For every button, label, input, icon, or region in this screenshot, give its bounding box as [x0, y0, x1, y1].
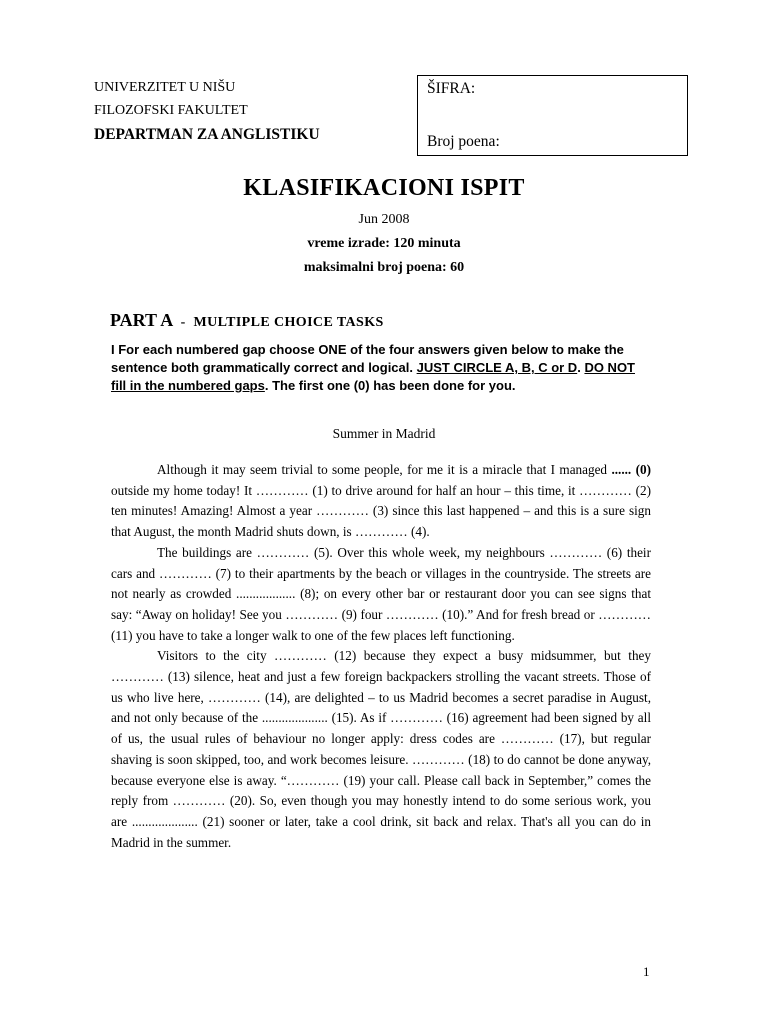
exam-duration: vreme izrade: 120 minuta	[307, 236, 461, 251]
paragraph-1-start: Although it may seem trivial to some people, for me it is a miracle that I managed	[157, 462, 612, 477]
example-gap: ...... (0)	[611, 462, 651, 477]
code-label: ŠIFRA:	[427, 80, 476, 97]
page-number: 1	[643, 964, 650, 979]
exam-date: Jun 2008	[358, 212, 410, 227]
paragraph-1	[111, 460, 651, 543]
points-label: Broj poena:	[427, 133, 500, 150]
exam-title: KLASIFIKACIONI ISPIT	[243, 175, 525, 201]
part-subtitle: MULTIPLE CHOICE TASKS	[193, 315, 384, 330]
paragraph-3: Visitors to the city ………… (12) because they expect a busy midsummer, but they ………… (13) silence, heat and just a few foreign backpackers strolling the vacant streets. Those of us who live here, ………… (14), are delighted – to us Madrid becomes a secret paradise in August, and not only because of the .................... (15). As if ………… (16) agreement had been signed by all of us, the usual rules of behaviour no longer apply: dress codes are ………… (17), but regular shaving is soon skipped, too, and work becomes leisure. ………… (18) to do cannot be done anyway, because everyone else is away. “………… (19) your call. Please call back in September,” comes the reply from ………… (20). So, even though you may honestly intend to do some serious work, you are .................... (21) sooner or later, take a cool drink, sit back and relax. That's all you can do in Madrid in the summer.	[111, 648, 651, 850]
department-name: DEPARTMAN ZA ANGLISTIKU	[94, 126, 320, 143]
paragraph-2: The buildings are ………… (5). Over this whole week, my neighbours ………… (6) their cars and ………… (7) to their apartments by the beach or villages in the countryside. The streets are not nearly as crowded .................. (8); on every other bar or restaurant door you can see signs that say: “Away on holiday! See you ………… (9) four ………… (10).” And for fresh bread or ………… (11) you have to take a longer walk to one of the few places left functioning.	[111, 544, 651, 643]
faculty-name: FILOZOFSKI FAKULTET	[94, 103, 248, 118]
passage-body	[111, 460, 651, 853]
task-instructions	[111, 341, 653, 395]
part-heading	[110, 310, 384, 331]
part-label: PART A	[110, 310, 173, 330]
instruction-text-1: I For each numbered gap choose ONE of the four answers given below to make the sentence both grammatically correct and logical.	[111, 342, 624, 375]
institution-header	[94, 76, 320, 146]
university-name: UNIVERZITET U NIŠU	[94, 80, 236, 95]
part-separator: -	[180, 315, 186, 330]
passage-title: Summer in Madrid	[332, 426, 436, 441]
code-points-box	[417, 75, 688, 156]
exam-max-points: maksimalni broj poena: 60	[303, 260, 465, 275]
paragraph-1-end: outside my home today! It ………… (1) to drive around for half an hour – this time, it ………… (2) ten minutes! Amazing! Almost a year ………… (3) since this last happened – and this is a sure sign that August, the month Madrid shuts down, is ………… (4).	[111, 482, 651, 540]
instruction-circle-note: JUST CIRCLE A, B, C or D	[416, 360, 578, 375]
instruction-fill-note: DO NOT fill in the numbered gaps	[111, 360, 635, 393]
instruction-text-3: . The first one (0) has been done for you.	[264, 378, 516, 393]
instruction-text-2: .	[577, 360, 585, 375]
